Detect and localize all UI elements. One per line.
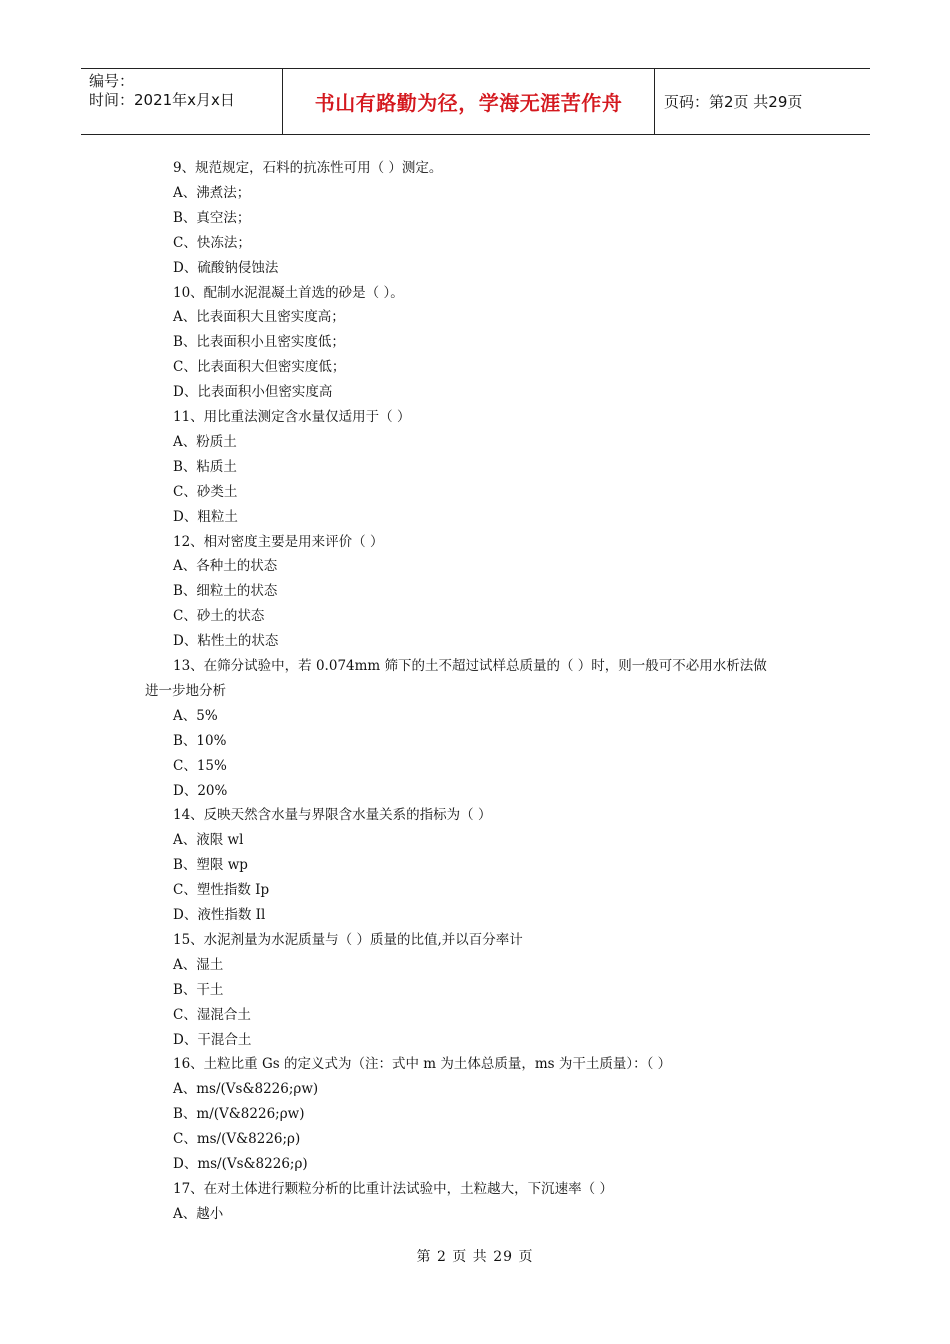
answer-option: A、ms/(Vs&8226;ρw) xyxy=(173,1081,319,1098)
answer-option: C、ms/(V&8226;ρ) xyxy=(173,1131,301,1148)
answer-option: B、粘质土 xyxy=(173,458,237,475)
answer-option: B、10% xyxy=(173,732,227,749)
answer-option: B、细粒土的状态 xyxy=(173,583,278,600)
answer-option: B、比表面积小且密实度低； xyxy=(173,334,345,351)
answer-option: D、硫酸钠侵蚀法 xyxy=(173,259,279,276)
answer-option: C、快冻法； xyxy=(173,234,251,251)
header-motto-cell xyxy=(282,69,655,134)
question-stem: 9、规范规定，石料的抗冻性可用（ ）测定。 xyxy=(173,160,443,176)
answer-option: A、液限 wl xyxy=(173,832,244,849)
answer-option: B、塑限 wp xyxy=(173,857,248,874)
header-meta xyxy=(81,69,282,134)
answer-option: D、干混合土 xyxy=(173,1031,252,1048)
question-continuation-line: 进一步地分析 xyxy=(145,682,226,699)
answer-option: A、粉质土 xyxy=(173,433,237,450)
answer-option: C、比表面积大但密实度低； xyxy=(173,359,346,376)
question-stem: 14、反映天然含水量与界限含水量关系的指标为（ ） xyxy=(173,807,492,824)
answer-option: C、湿混合土 xyxy=(173,1006,251,1023)
question-stem: 13、在筛分试验中，若 0.074mm 筛下的土不超过试样总质量的（ ）时，则一般可不必用水析法做 xyxy=(173,658,767,674)
document-number-label: 编号： xyxy=(89,72,135,90)
answer-option: A、比表面积大且密实度高； xyxy=(173,309,345,326)
answer-option: C、15% xyxy=(173,757,227,774)
header-page-info: 页码：第2页 共29页 xyxy=(664,93,803,111)
question-stem: 11、用比重法测定含水量仅适用于（ ） xyxy=(173,409,411,425)
question-stem: 17、在对土体进行颗粒分析的比重计法试验中，土粒越大，下沉速率（ ） xyxy=(173,1180,613,1197)
page-footer: 第 2 页 共 29 页 xyxy=(416,1249,534,1265)
answer-option: C、砂土的状态 xyxy=(173,608,265,625)
answer-option: A、湿土 xyxy=(173,956,224,973)
answer-option: D、比表面积小但密实度高 xyxy=(173,384,333,401)
answer-option: A、沸煮法； xyxy=(173,184,251,201)
answer-option: A、越小 xyxy=(173,1205,224,1222)
answer-option: D、液性指数 Il xyxy=(173,907,266,923)
answer-option: D、粗粒土 xyxy=(173,508,238,525)
header-motto: 书山有路勤为径，学海无涯苦作舟 xyxy=(314,91,623,115)
answer-option: C、砂类土 xyxy=(173,483,238,500)
document-date: 时间：2021年x月x日 xyxy=(89,91,235,109)
answer-option: D、粘性土的状态 xyxy=(173,633,279,650)
answer-option: C、塑性指数 Ip xyxy=(173,882,270,899)
question-stem: 10、配制水泥混凝土首选的砂是（ ）。 xyxy=(173,284,404,301)
answer-option: D、ms/(Vs&8226;ρ) xyxy=(173,1156,308,1172)
header-page-info-cell xyxy=(655,69,870,134)
answer-option: A、5% xyxy=(173,707,218,724)
page-header xyxy=(81,68,870,135)
answer-option: B、真空法； xyxy=(173,209,251,226)
question-stem: 12、相对密度主要是用来评价（ ） xyxy=(173,533,384,550)
answer-option: B、m/(V&8226;ρw) xyxy=(173,1106,305,1123)
answer-option: A、各种土的状态 xyxy=(173,558,278,575)
answer-option: D、20% xyxy=(173,782,228,799)
question-stem: 16、土粒比重 Gs 的定义式为（注：式中 m 为土体总质量，ms 为干土质量）：（ ） xyxy=(173,1056,672,1073)
answer-option: B、干土 xyxy=(173,981,224,998)
question-stem: 15、水泥剂量为水泥质量与（ ）质量的比值,并以百分率计 xyxy=(173,931,523,948)
